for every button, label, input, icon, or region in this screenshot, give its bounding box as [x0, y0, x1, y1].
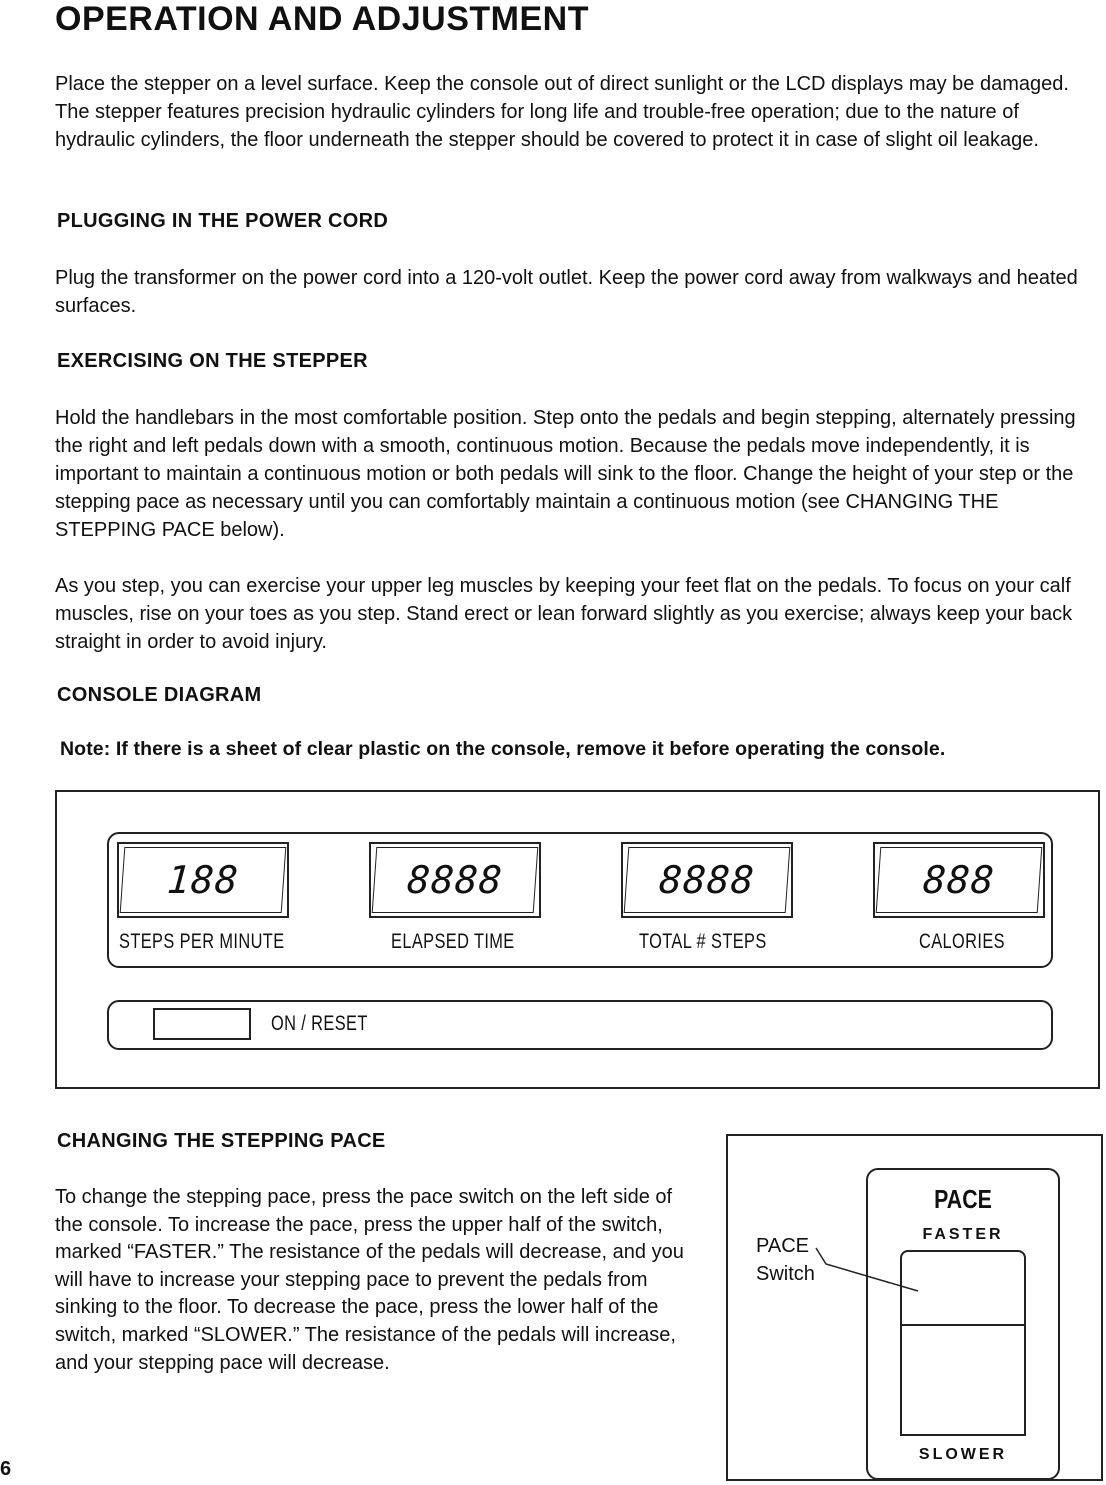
lcd-total-steps: [621, 842, 793, 918]
lcd-calories: [873, 842, 1045, 918]
console-diagram-heading: CONSOLE DIAGRAM: [57, 684, 262, 706]
pace-switch[interactable]: [900, 1250, 1026, 1436]
label-calories: CALORIES: [919, 930, 1005, 953]
display-panel: [107, 832, 1053, 968]
power-cord-heading: PLUGGING IN THE POWER CORD: [57, 210, 389, 232]
page-number: 6: [0, 1458, 12, 1480]
lcd-digits: 188: [120, 847, 287, 913]
exercising-paragraph-2: As you step, you can exercise your upper leg muscles by keeping your feet flat on the pedals. To focus on your calf muscles, rise on your toes as you step. Stand erect or lean forward slightly as you exercise; always keep your back straight in order to avoid injury.: [55, 575, 1073, 653]
pace-heading: CHANGING THE STEPPING PACE: [57, 1130, 386, 1152]
lcd-elapsed-time: [369, 842, 541, 918]
pace-paragraph: To change the stepping pace, press the pace switch on the left side of the console. To increase the pace, press the upper half of the switch, marked “FASTER.” The resistance of the pedals will decrease, and you will have to increase your stepping pace to prevent the pedals from sinking to the floor. To decrease the pace, press the lower half of the switch, marked “SLOWER.” The resistance of the pedals will increase, and your stepping pace will decrease.: [55, 1186, 684, 1374]
on-reset-button[interactable]: [153, 1008, 251, 1040]
label-total-steps: TOTAL # STEPS: [639, 930, 767, 953]
page-title: OPERATION AND ADJUSTMENT: [55, 0, 589, 38]
console-note: Note: If there is a sheet of clear plastic on the console, remove it before operating the console.: [60, 738, 946, 760]
exercising-paragraph-1: Hold the handlebars in the most comfortable position. Step onto the pedals and begin stepping, alternately pressing the right and left pedals down with a smooth, continuous motion. Because the pedals move independently, it is important to maintain a continuous motion or both pedals will sink to the floor. Change the height of your step or the stepping pace as necessary until you can comfortably maintain a continuous motion (see CHANGING THE STEPPING PACE below).: [55, 407, 1076, 541]
console-diagram: [55, 790, 1100, 1089]
lcd-digits: 888: [876, 847, 1043, 913]
label-elapsed-time: ELAPSED TIME: [391, 930, 515, 953]
lcd-digits: 8888: [372, 847, 539, 913]
exercising-heading: EXERCISING ON THE STEPPER: [57, 350, 368, 372]
lcd-digits: 8888: [624, 847, 791, 913]
intro-paragraph: Place the stepper on a level surface. Keep the console out of direct sunlight or the LCD displays may be damaged. The stepper features precision hydraulic cylinders for long life and trouble-free operation; due to the nature of hydraulic cylinders, the floor underneath the stepper should be covered to protect it in case of slight oil leakage.: [55, 73, 1069, 151]
pace-panel: [866, 1168, 1060, 1480]
callout-line-1: PACE: [756, 1235, 809, 1257]
faster-label: FASTER: [922, 1226, 1004, 1243]
slower-label: SLOWER: [918, 1446, 1008, 1463]
pace-title: PACE: [934, 1184, 992, 1214]
callout-line-2: Switch: [756, 1263, 815, 1285]
power-cord-paragraph: Plug the transformer on the power cord into a 120-volt outlet. Keep the power cord away from walkways and heated surfaces.: [55, 267, 1078, 317]
label-steps-per-minute: STEPS PER MINUTE: [119, 930, 285, 953]
reset-bar: [107, 1000, 1053, 1050]
pace-switch-divider: [902, 1324, 1024, 1326]
lcd-steps-per-minute: [117, 842, 289, 918]
pace-diagram: [726, 1134, 1103, 1481]
on-reset-label: ON / RESET: [271, 1012, 368, 1035]
